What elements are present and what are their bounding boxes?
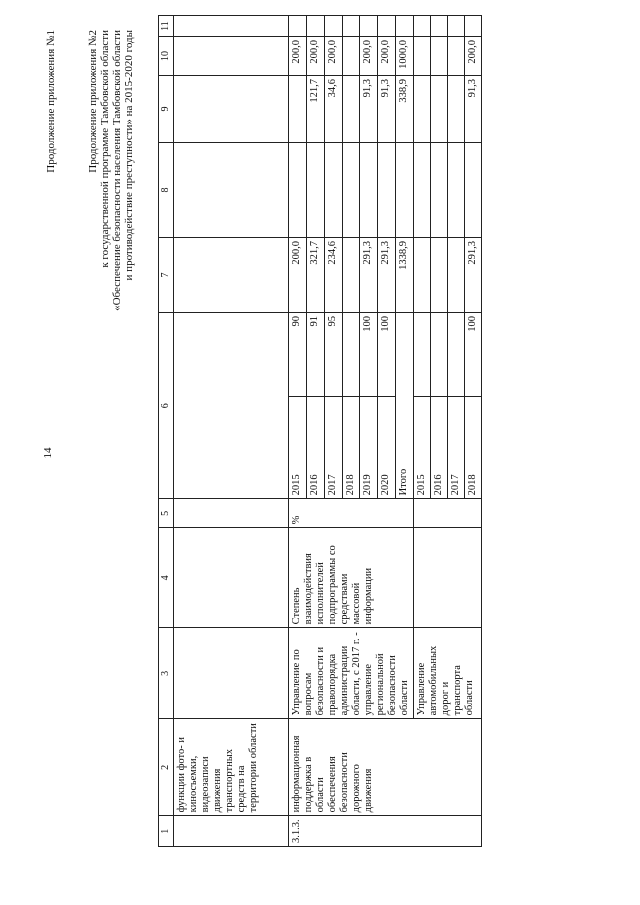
col-num: 4 xyxy=(159,528,174,628)
year-cell: 2015 xyxy=(414,396,431,499)
target-value-cell xyxy=(448,313,465,397)
col-num: 11 xyxy=(159,16,174,37)
table-cell xyxy=(431,143,448,238)
col-num: 7 xyxy=(159,238,174,313)
col-num: 2 xyxy=(159,719,174,816)
col-num: 3 xyxy=(159,628,174,719)
year-cell: 2016 xyxy=(306,396,324,499)
funding-total-cell: 234,6 xyxy=(324,238,342,313)
table-cell xyxy=(360,143,378,238)
table-cell xyxy=(342,16,360,37)
table-cell xyxy=(174,16,289,37)
table-cell xyxy=(342,143,360,238)
header-program-years: и противодействие преступности» на 2015-2020 годы xyxy=(123,30,135,281)
table-cell xyxy=(289,143,307,238)
funding-other-cell xyxy=(431,37,448,76)
target-value-cell: 100 xyxy=(360,313,378,397)
page-number: 14 xyxy=(42,447,54,459)
year-cell: 2017 xyxy=(324,396,342,499)
measure-number-cell: 3.1.3. xyxy=(289,816,482,847)
table-row xyxy=(174,16,289,847)
table-cell xyxy=(174,528,289,628)
table-cell xyxy=(414,499,482,528)
table-cell xyxy=(360,16,378,37)
col-num: 9 xyxy=(159,76,174,143)
table-cell xyxy=(306,16,324,37)
table-cell xyxy=(431,16,448,37)
total-label-cell: Итого xyxy=(396,313,414,499)
table-cell xyxy=(289,16,307,37)
col-num: 5 xyxy=(159,499,174,528)
funding-regional-cell xyxy=(448,76,465,143)
funding-regional-cell xyxy=(289,76,307,143)
table-cell xyxy=(174,628,289,719)
total-funding-cell: 1338,9 xyxy=(396,238,414,313)
table-cell xyxy=(174,143,289,238)
year-cell: 2017 xyxy=(448,396,465,499)
funding-other-cell: 200,0 xyxy=(378,37,396,76)
funding-regional-cell: 34,6 xyxy=(324,76,342,143)
funding-other-cell: 200,0 xyxy=(360,37,378,76)
funding-other-cell xyxy=(414,37,431,76)
funding-total-cell xyxy=(448,238,465,313)
funding-total-cell: 291,3 xyxy=(378,238,396,313)
funding-total-cell: 291,3 xyxy=(360,238,378,313)
funding-regional-cell xyxy=(342,76,360,143)
table-cell xyxy=(448,16,465,37)
table-cell xyxy=(396,143,414,238)
table-cell xyxy=(448,143,465,238)
target-value-cell: 90 xyxy=(289,313,307,397)
table-row xyxy=(289,16,307,847)
executor-cell: Управление по вопросам безопасности и правопорядка администрации области, с 2017 г. - управление региональной безопасности области xyxy=(289,628,414,719)
table-cell xyxy=(465,16,482,37)
col-num: 1 xyxy=(159,816,174,847)
table-cell xyxy=(414,528,482,628)
target-value-cell xyxy=(414,313,431,397)
funding-regional-cell xyxy=(431,76,448,143)
year-cell: 2019 xyxy=(360,396,378,499)
table-cell xyxy=(174,313,289,499)
target-value-cell xyxy=(431,313,448,397)
measure-name-cell: информационная поддержка в области обеспечения безопасности дорожного движения xyxy=(289,719,482,816)
funding-regional-cell: 91,3 xyxy=(465,76,482,143)
funding-other-cell: 200,0 xyxy=(289,37,307,76)
table-cell xyxy=(174,816,289,847)
header-appendix-2: Продолжение приложения №2 xyxy=(87,30,99,173)
table-cell xyxy=(414,143,431,238)
funding-regional-cell xyxy=(414,76,431,143)
target-value-cell: 100 xyxy=(465,313,482,397)
target-value-cell: 100 xyxy=(378,313,396,397)
executor-cell: Управление автомобильных дорог и транспорта области xyxy=(414,628,482,719)
funding-total-cell: 321,7 xyxy=(306,238,324,313)
indicator-cell: Степень взаимодействия исполнителей подпрограммы со средствами массовой информации xyxy=(289,528,414,628)
funding-other-cell: 200,0 xyxy=(465,37,482,76)
year-cell: 2015 xyxy=(289,396,307,499)
funding-regional-cell: 91,3 xyxy=(360,76,378,143)
col-num: 8 xyxy=(159,143,174,238)
target-value-cell: 91 xyxy=(306,313,324,397)
table-cell xyxy=(378,143,396,238)
col-num: 10 xyxy=(159,37,174,76)
table-cell xyxy=(324,16,342,37)
header-program-line: к государственной программе Тамбовской области xyxy=(99,30,111,268)
table-cell xyxy=(465,143,482,238)
table-cell xyxy=(324,143,342,238)
year-cell: 2018 xyxy=(342,396,360,499)
funding-total-cell xyxy=(414,238,431,313)
target-value-cell xyxy=(342,313,360,397)
header-program-title: «Обеспечение безопасности населения Тамбовской области xyxy=(111,30,123,311)
funding-other-cell: 200,0 xyxy=(324,37,342,76)
year-cell: 2020 xyxy=(378,396,396,499)
column-number-row xyxy=(159,16,174,847)
program-table xyxy=(158,15,482,847)
funding-other-cell: 200,0 xyxy=(306,37,324,76)
funding-regional-cell: 121,7 xyxy=(306,76,324,143)
header-appendix-1: Продолжение приложения №1 xyxy=(45,30,57,173)
measure-name-cell: функции фото- и киносъемки, видеозаписи движения транспортных средств на территории области xyxy=(174,719,289,816)
funding-total-cell: 200,0 xyxy=(289,238,307,313)
funding-total-cell xyxy=(431,238,448,313)
total-other-cell: 1000,0 xyxy=(396,37,414,76)
funding-total-cell: 291,3 xyxy=(465,238,482,313)
table-cell xyxy=(414,16,431,37)
table-cell xyxy=(174,238,289,313)
funding-total-cell xyxy=(342,238,360,313)
target-value-cell: 95 xyxy=(324,313,342,397)
table-cell xyxy=(174,499,289,528)
table-cell xyxy=(396,16,414,37)
table-cell xyxy=(306,143,324,238)
unit-cell: % xyxy=(289,499,414,528)
funding-regional-cell: 91,3 xyxy=(378,76,396,143)
year-cell: 2018 xyxy=(465,396,482,499)
total-regional-cell: 338,9 xyxy=(396,76,414,143)
table-cell xyxy=(174,37,289,76)
table-cell xyxy=(378,16,396,37)
col-num: 6 xyxy=(159,313,174,499)
funding-other-cell xyxy=(342,37,360,76)
table-cell xyxy=(174,76,289,143)
year-cell: 2016 xyxy=(431,396,448,499)
funding-other-cell xyxy=(448,37,465,76)
